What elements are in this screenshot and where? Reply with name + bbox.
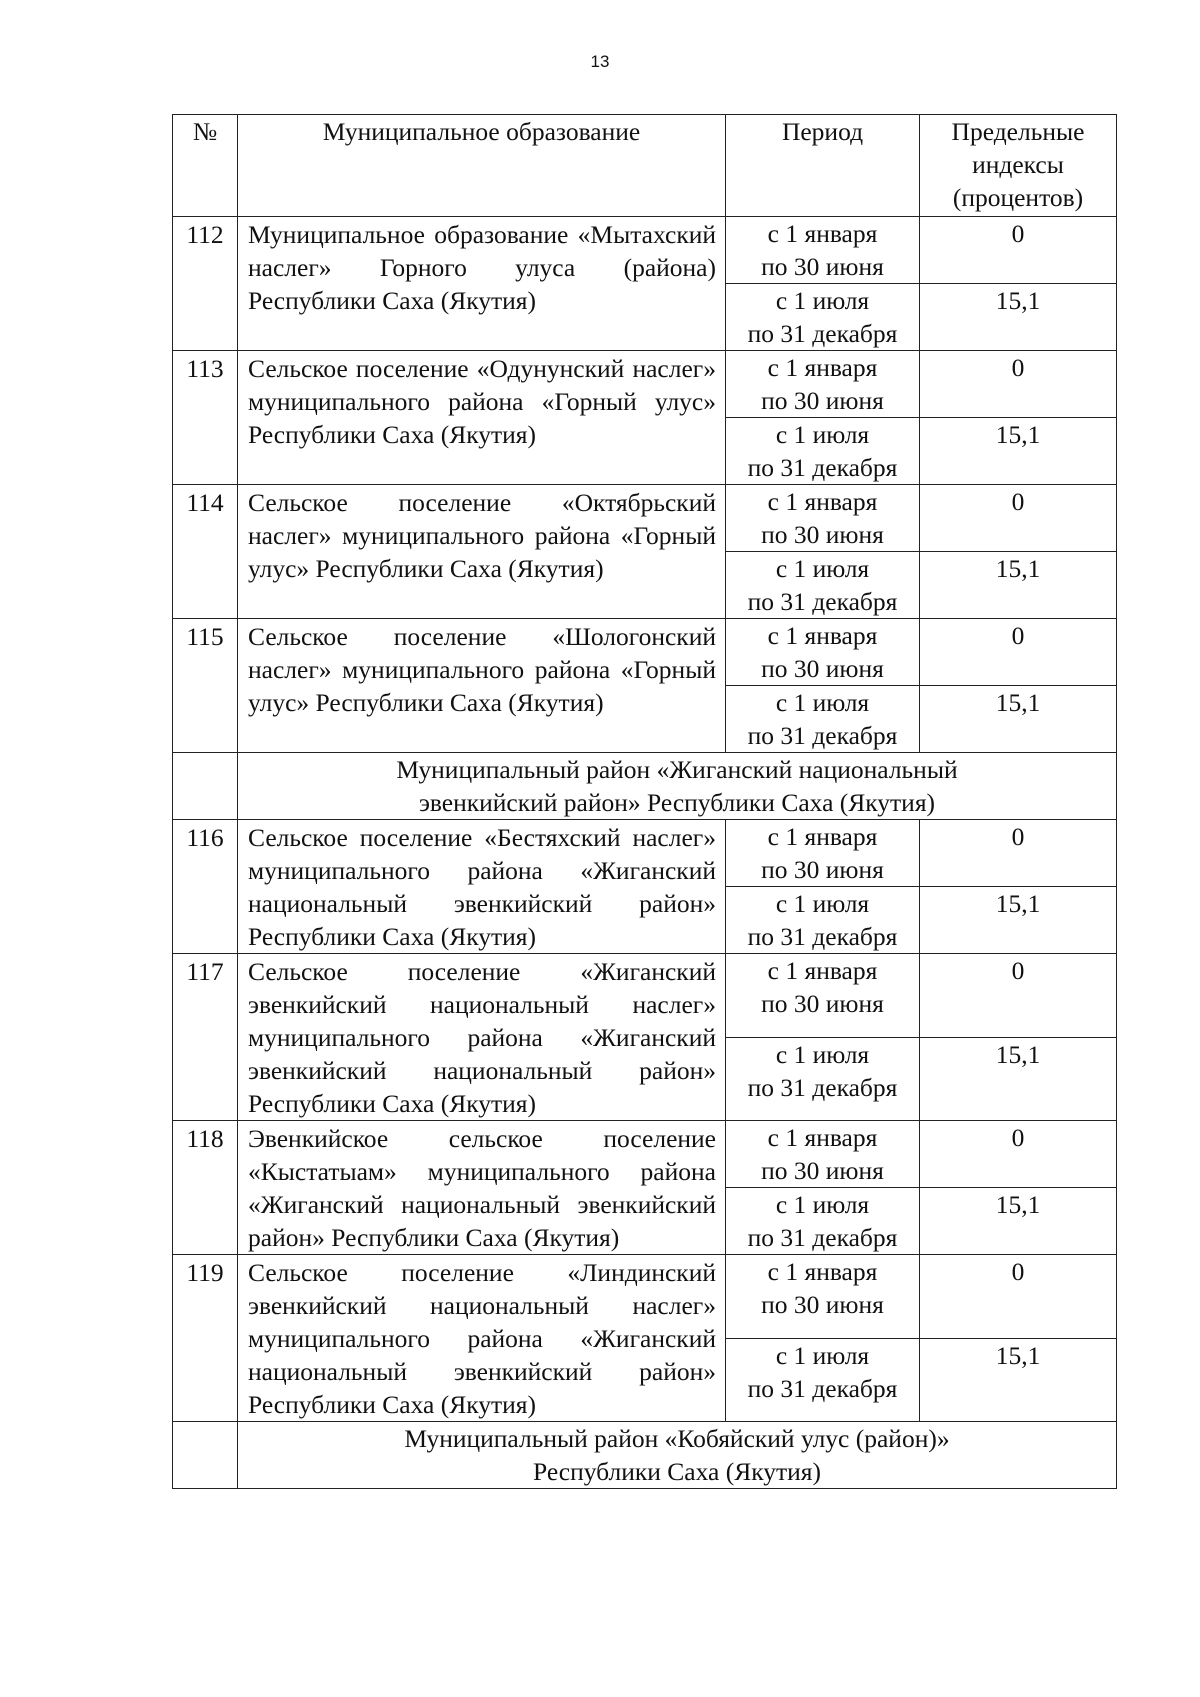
period-end: по 31 декабря: [747, 1072, 898, 1102]
period-first-half: [726, 351, 920, 418]
table-row: [173, 485, 1117, 552]
period-second-half: [726, 1037, 920, 1121]
table-row: [173, 619, 1117, 686]
index-first-half: 0: [920, 351, 1117, 418]
period-second-half: [726, 284, 920, 351]
period-first-half: [726, 619, 920, 686]
period-start: с 1 июля: [775, 1039, 870, 1069]
period-second-half: [726, 887, 920, 954]
period-second-half: [726, 418, 920, 485]
period-start: с 1 января: [767, 621, 878, 650]
table-row: [173, 820, 1117, 887]
index-second-half: 15,1: [920, 1188, 1117, 1255]
table-row: [173, 217, 1117, 284]
row-number: 113: [173, 351, 238, 485]
table-row: [173, 954, 1117, 1038]
district-num-cell: [173, 753, 238, 820]
period-end: по 30 июня: [761, 520, 884, 549]
period-end: по 31 декабря: [747, 721, 898, 750]
index-second-half: 15,1: [920, 1037, 1117, 1121]
district-title-line2: эвенкийский район» Республики Саха (Якутия): [418, 788, 936, 817]
header-num: №: [173, 115, 238, 217]
municipality-name: Сельское поселение «Шологонский наслег» муниципального района «Горный улус» Республики Саха (Якутия): [238, 619, 726, 753]
period-second-half: [726, 552, 920, 619]
row-number: 119: [173, 1255, 238, 1422]
period-second-half: [726, 1338, 920, 1422]
period-second-half: [726, 1188, 920, 1255]
index-first-half: 0: [920, 820, 1117, 887]
table-header-row: [173, 115, 1117, 217]
period-first-half: [726, 820, 920, 887]
period-second-half: [726, 686, 920, 753]
index-first-half: 0: [920, 485, 1117, 552]
row-number: 118: [173, 1121, 238, 1255]
period-end: по 30 июня: [761, 654, 884, 683]
index-first-half: 0: [920, 954, 1117, 1038]
district-row: [173, 753, 1117, 820]
municipality-name: Муниципальное образование «Мытахский наслег» Горного улуса (района) Республики Саха (Якутия): [238, 217, 726, 351]
municipality-name: Сельское поселение «Линдинский эвенкийский национальный наслег» муниципального района «Жиганский национальный эвенкийский район» Республики Саха (Якутия): [238, 1255, 726, 1422]
row-number: 116: [173, 820, 238, 954]
row-number: 117: [173, 954, 238, 1121]
row-number: 114: [173, 485, 238, 619]
period-start: с 1 января: [767, 353, 878, 382]
row-number: 115: [173, 619, 238, 753]
period-end: по 31 декабря: [747, 1223, 898, 1252]
period-start: с 1 января: [767, 1123, 878, 1152]
period-end: по 30 июня: [761, 989, 884, 1018]
header-index-line2: индексы: [972, 150, 1064, 179]
period-end: по 31 декабря: [747, 319, 898, 348]
index-second-half: 15,1: [920, 284, 1117, 351]
period-end: по 30 июня: [761, 1290, 884, 1319]
municipality-name: Сельское поселение «Бестяхский наслег» муниципального района «Жиганский национальный эвенкийский район» Республики Саха (Якутия): [238, 820, 726, 954]
district-title: [238, 753, 1117, 820]
municipality-name: Сельское поселение «Жиганский эвенкийский национальный наслег» муниципального района «Жиганский эвенкийский национальный район» Республики Саха (Якутия): [238, 954, 726, 1121]
table-row: [173, 1255, 1117, 1339]
period-start: с 1 января: [767, 487, 878, 516]
period-start: с 1 января: [767, 822, 878, 851]
period-end: по 30 июня: [761, 386, 884, 415]
row-number: 112: [173, 217, 238, 351]
header-name: Муниципальное образование: [238, 115, 726, 217]
district-num-cell: [173, 1422, 238, 1489]
index-second-half: 15,1: [920, 418, 1117, 485]
period-first-half: [726, 1255, 920, 1339]
page-number: 13: [590, 52, 610, 71]
period-end: по 30 июня: [761, 855, 884, 884]
period-end: по 31 декабря: [747, 1373, 898, 1403]
index-first-half: 0: [920, 1255, 1117, 1339]
table-row: [173, 1121, 1117, 1188]
municipality-name: Сельское поселение «Одунунский наслег» муниципального района «Горный улус» Республики Саха (Якутия): [238, 351, 726, 485]
period-start: с 1 июля: [775, 688, 870, 717]
period-first-half: [726, 485, 920, 552]
period-start: с 1 июля: [775, 286, 870, 315]
index-first-half: 0: [920, 217, 1117, 284]
district-title-line2: Республики Саха (Якутия): [532, 1457, 822, 1486]
period-first-half: [726, 217, 920, 284]
period-start: с 1 июля: [775, 1340, 870, 1370]
table-body: [173, 217, 1117, 1489]
period-end: по 30 июня: [761, 252, 884, 281]
period-start: с 1 июля: [775, 1190, 870, 1219]
period-start: с 1 июля: [775, 889, 870, 918]
period-start: с 1 января: [767, 956, 878, 985]
period-end: по 31 декабря: [747, 922, 898, 951]
index-second-half: 15,1: [920, 552, 1117, 619]
header-period: Период: [726, 115, 920, 217]
index-second-half: 15,1: [920, 686, 1117, 753]
district-title: [238, 1422, 1117, 1489]
index-second-half: 15,1: [920, 1338, 1117, 1422]
index-second-half: 15,1: [920, 887, 1117, 954]
index-first-half: 0: [920, 1121, 1117, 1188]
municipality-name: Эвенкийское сельское поселение «Кыстатыам» муниципального района «Жиганский национальный эвенкийский район» Республики Саха (Якутия): [238, 1121, 726, 1255]
period-start: с 1 июля: [775, 554, 870, 583]
header-index-line1: Предельные: [951, 117, 1085, 146]
period-first-half: [726, 954, 920, 1038]
period-first-half: [726, 1121, 920, 1188]
period-end: по 30 июня: [761, 1156, 884, 1185]
period-end: по 31 декабря: [747, 587, 898, 616]
period-start: с 1 января: [767, 219, 878, 248]
table-row: [173, 351, 1117, 418]
index-first-half: 0: [920, 619, 1117, 686]
district-title-line1: Муниципальный район «Кобяйский улус (район)»: [404, 1424, 950, 1453]
period-end: по 31 декабря: [747, 453, 898, 482]
limit-index-table: [172, 114, 1117, 1489]
municipality-name: Сельское поселение «Октябрьский наслег» муниципального района «Горный улус» Республики Саха (Якутия): [238, 485, 726, 619]
header-index: [920, 115, 1117, 217]
period-start: с 1 января: [767, 1257, 878, 1286]
period-start: с 1 июля: [775, 420, 870, 449]
header-index-line3: (процентов): [952, 183, 1084, 212]
district-title-line1: Муниципальный район «Жиганский национальный: [396, 755, 958, 784]
district-row: [173, 1422, 1117, 1489]
